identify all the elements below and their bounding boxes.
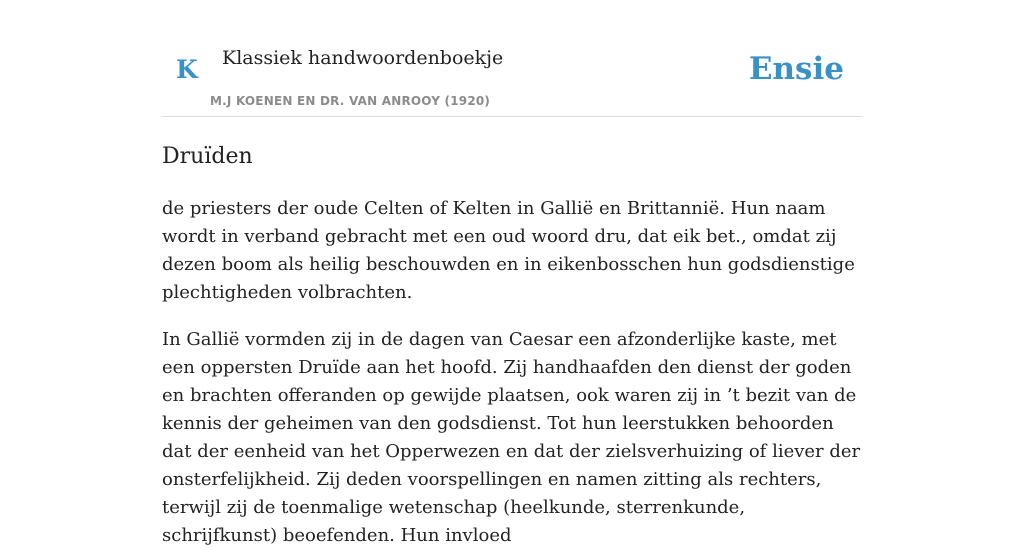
site-header xyxy=(162,0,862,117)
page-container xyxy=(162,0,862,550)
brand-logo-link[interactable]: Ensie xyxy=(748,51,844,87)
entry-title: Druïden xyxy=(162,144,253,169)
book-subtitle: M.J KOENEN EN DR. VAN ANROOY (1920) xyxy=(210,94,491,108)
entry-body xyxy=(162,195,862,550)
entry-paragraph: In Gallië vormden zij in de dagen van Caesar een afzonderlijke kaste, met een oppersten Druïde aan het hoofd. Zij handhaafden den dienst der goden en brachten offeranden op gewijde plaatsen, ook waren zij in ’t bezit van de kennis der geheimen van den godsdienst. Tot hun leerstukken behoorden dat der eenheid van het Opperwezen en dat der zielsverhuizing of liever der onsterfelijkheid. Zij deden voorspellingen en namen zitting als rechters, terwijl zij de toenmalige wetenschap (heelkunde, sterrenkunde, schrijfkunst) beoefenden. Hun invloed xyxy=(162,329,861,546)
book-title-link[interactable]: Klassiek handwoordenboekje xyxy=(222,47,504,69)
entry-paragraph: de priesters der oude Celten of Kelten in Gallië en Brittannië. Hun naam wordt in verband gebracht met een oud woord dru, dat eik bet., omdat zij dezen boom als heilig beschouwden en in eikenbosschen hun godsdienstige plechtigheden volbrachten. xyxy=(162,198,855,303)
book-logo[interactable]: K xyxy=(176,55,198,84)
